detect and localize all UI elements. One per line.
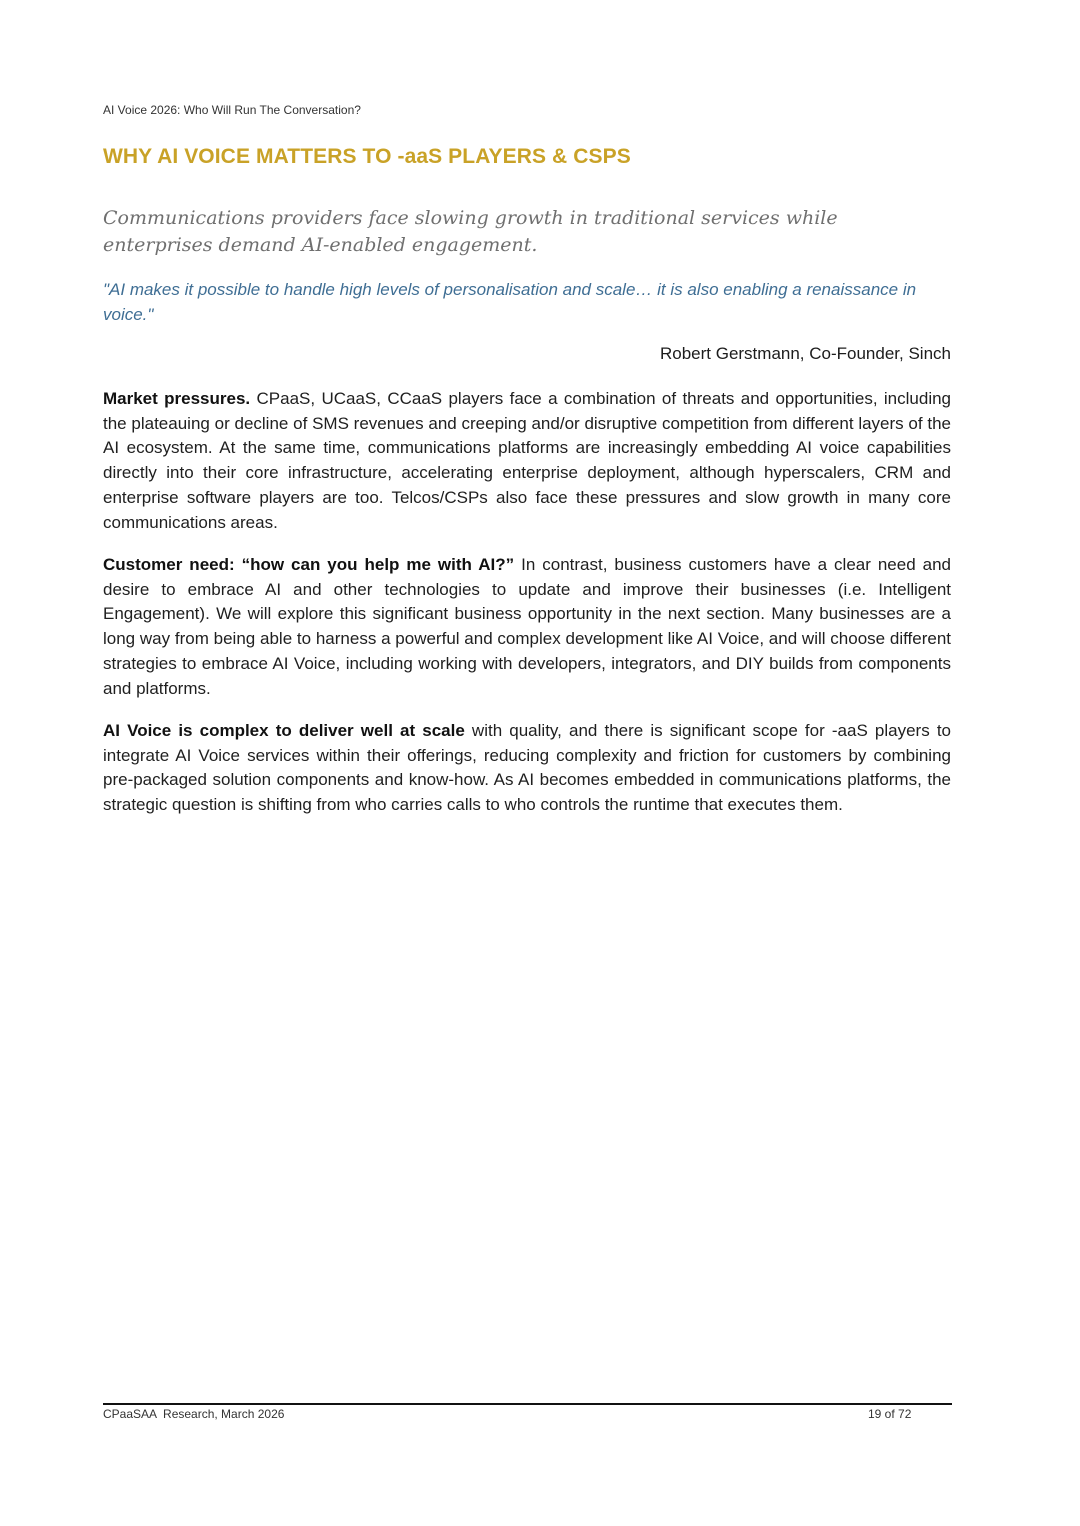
section-title: WHY AI VOICE MATTERS TO -aaS PLAYERS & CSPS bbox=[103, 145, 631, 168]
footer-publisher: CPaaSAA Research, March 2026 bbox=[103, 1407, 285, 1421]
paragraph-lead: Customer need: “how can you help me with AI?” bbox=[103, 555, 515, 574]
pull-quote: "AI makes it possible to handle high levels of personalisation and scale… it is also enabling a renaissance in voice." bbox=[103, 280, 917, 324]
paragraph-text: with quality, and there is significant scope for -aaS players to integrate AI Voice services within their offerings, reducing complexity and friction for customers by combining pre-packaged solution components and know-how. As AI becomes embedded in communications platforms, the strategic question is shifting from who carries calls to who controls the runtime that executes them. bbox=[103, 721, 951, 815]
footer-page-number: 19 of 72 bbox=[868, 1407, 912, 1421]
running-header: AI Voice 2026: Who Will Run The Conversation? bbox=[103, 103, 361, 117]
paragraph-text: In contrast, business customers have a clear need and desire to embrace AI and other technologies to update and improve their businesses (i.e. Intelligent Engagement). We will explore this significant business opportunity in the next section. Many businesses are a long way from being able to harness a powerful and complex development like AI Voice, and will choose different strategies to embrace AI Voice, including working with developers, integrators, and DIY builds from components and platforms. bbox=[103, 555, 951, 698]
paragraph-text: CPaaS, UCaaS, CCaaS players face a combination of threats and opportunities, including the plateauing or decline of SMS revenues and creeping and/or disruptive competition from different layers of the AI ecosystem. At the same time, communications platforms are increasingly embedding AI voice capabilities directly into their core infrastructure, accelerating enterprise deployment, although hyperscalers, CRM and enterprise software players are too. Telcos/CSPs also face these pressures and slow growth in many core communications areas. bbox=[103, 389, 951, 532]
paragraph-lead: AI Voice is complex to deliver well at scale bbox=[103, 721, 465, 740]
paragraph-market-pressures bbox=[103, 387, 951, 535]
paragraph-customer-need bbox=[103, 553, 951, 701]
footer-divider bbox=[103, 1403, 952, 1405]
quote-attribution: Robert Gerstmann, Co-Founder, Sinch bbox=[659, 344, 951, 363]
section-subtitle: Communications providers face slowing growth in traditional services while enterprises demand AI-enabled engagement. bbox=[103, 207, 838, 256]
paragraph-lead: Market pressures. bbox=[103, 389, 251, 408]
paragraph-ai-voice-complex bbox=[103, 719, 951, 818]
